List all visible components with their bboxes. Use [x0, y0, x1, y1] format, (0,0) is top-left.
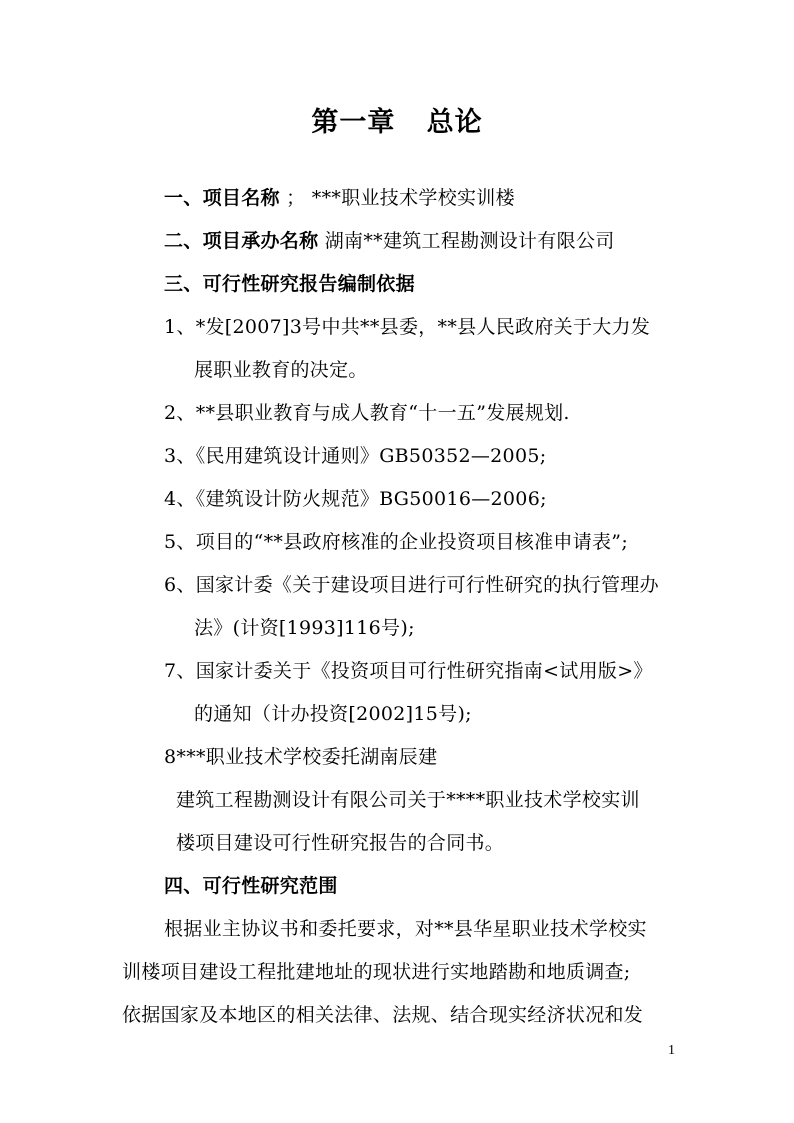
basis-line: 1、*发[2007]3号中共**县委，**县人民政府关于大力发 [164, 316, 651, 338]
section-heading: 四、可行性研究范围 [164, 875, 338, 897]
section-item-4 [164, 874, 338, 898]
basis-line: 的通知（计办投资[2002]15号); [194, 703, 472, 725]
body-paragraph-line: 根据业主协议书和委托要求，对**县华星职业技术学校实 [164, 918, 647, 940]
chapter-title: 第一章 总论 [311, 107, 483, 138]
body-paragraph-line: 训楼项目建设工程批建地址的现状进行实地踏勘和地质调查; [122, 961, 631, 983]
basis-line: 7、国家计委关于《投资项目可行性研究指南<试用版>》 [164, 660, 653, 682]
section-heading: 三、可行性研究报告编制依据 [164, 273, 415, 295]
basis-line: 4、《建筑设计防火规范》BG50016—2006; [164, 488, 547, 510]
section-text: 湖南**建筑工程勘测设计有限公司 [318, 230, 615, 252]
basis-line: 6、国家计委《关于建设项目进行可行性研究的执行管理办 [164, 574, 659, 596]
basis-line: 展职业教育的决定。 [194, 359, 368, 381]
section-heading: 一、项目名称 [164, 187, 280, 209]
basis-line: 法》(计资[1993]116号); [194, 617, 415, 639]
page-number: 1 [668, 1043, 675, 1058]
section-text: ； ***职业技术学校实训楼 [279, 187, 515, 209]
basis-line: 3、《民用建筑设计通则》GB50352—2005; [164, 445, 547, 467]
section-item-3 [164, 272, 415, 296]
body-paragraph-line: 依据国家及本地区的相关法律、法规、结合现实经济状况和发 [122, 1004, 644, 1026]
basis-line: 8***职业技术学校委托湖南辰建 [164, 746, 438, 768]
basis-line: 楼项目建设可行性研究报告的合同书。 [176, 832, 505, 854]
basis-line: 建筑工程勘测设计有限公司关于****职业技术学校实训 [176, 789, 640, 811]
section-item-1 [164, 186, 515, 210]
basis-line: 2、**县职业教育与成人教育“十一五”发展规划. [164, 402, 570, 424]
basis-line: 5、项目的“**县政府核准的企业投资项目核准申请表”; [164, 531, 629, 553]
section-item-2 [164, 229, 615, 253]
section-heading: 二、项目承办名称 [164, 230, 319, 252]
